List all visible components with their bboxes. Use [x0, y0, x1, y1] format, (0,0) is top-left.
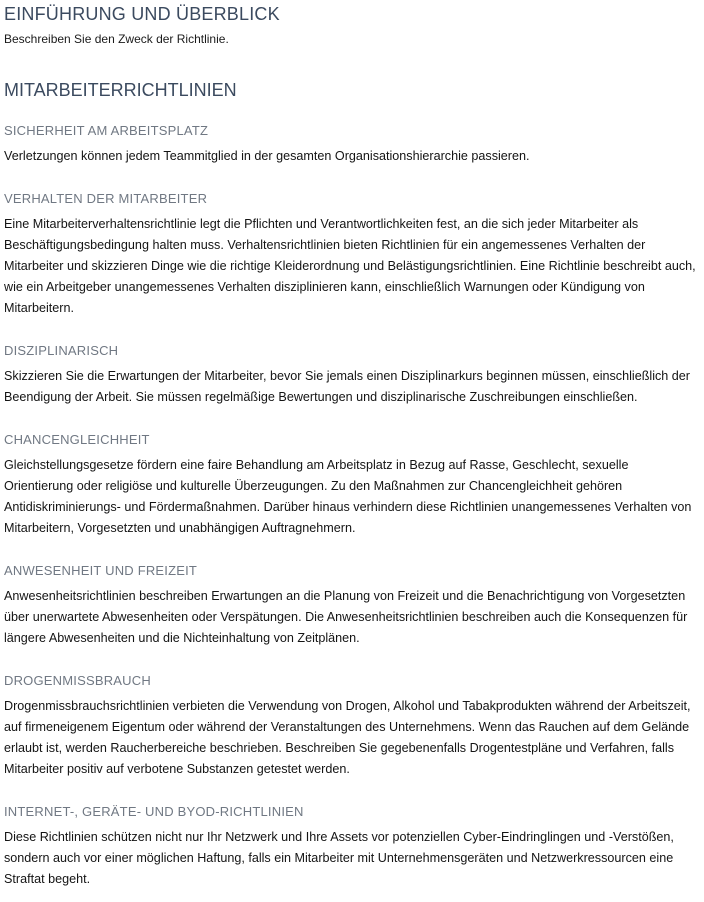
section-heading: ANWESENHEIT UND FREIZEIT: [4, 563, 198, 578]
section-attendance: [4, 562, 700, 649]
section-substance-abuse: [4, 672, 700, 780]
section-heading: DISZIPLINARISCH: [4, 343, 119, 358]
section-text: Diese Richtlinien schützen nicht nur Ihr Netzwerk und Ihre Assets vor potenziellen Cyber-Eindringlingen und -Verstößen, sondern auch vor einer möglichen Haftung, falls ein Mitarbeiter mit Unternehmensgeräten und Netzwerkressourcen eine Straftat begeht.: [4, 830, 674, 886]
section-employee-conduct: [4, 190, 700, 319]
intro-heading: EINFÜHRUNG UND ÜBERBLICK: [4, 4, 280, 24]
section-text: Verletzungen können jedem Teammitglied in der gesamten Organisationshierarchie passieren.: [4, 149, 530, 163]
section-text: Skizzieren Sie die Erwartungen der Mitarbeiter, bevor Sie jemals einen Disziplinarkurs beginnen müssen, einschließlich der Beendigung der Arbeit. Sie müssen regelmäßige Bewertungen und disziplinarische Zuschreibungen einschließen.: [4, 369, 690, 404]
section-text: Anwesenheitsrichtlinien beschreiben Erwartungen an die Planung von Freizeit und die Benachrichtigung von Vorgesetzten über unerwartete Abwesenheiten oder Verspätungen. Die Anwesenheitsrichtlinien beschreiben auch die Konsequenzen für längere Abwesenheiten und die Nichteinhaltung von Zeitplänen.: [4, 589, 688, 645]
intro-text: Beschreiben Sie den Zweck der Richtlinie.: [4, 32, 229, 46]
section-heading: INTERNET-, GERÄTE- UND BYOD-RICHTLINIEN: [4, 804, 304, 819]
section-heading: SICHERHEIT AM ARBEITSPLATZ: [4, 123, 209, 138]
section-equal-opportunity: [4, 431, 700, 539]
main-heading: MITARBEITERRICHTLINIEN: [4, 80, 237, 100]
section-workplace-safety: [4, 122, 700, 167]
section-heading: DROGENMISSBRAUCH: [4, 673, 151, 688]
section-text: Gleichstellungsgesetze fördern eine faire Behandlung am Arbeitsplatz in Bezug auf Rasse, Geschlecht, sexuelle Orientierung oder religiöse und kulturelle Überzeugungen. Zu den Maßnahmen zur Chancengleichheit gehören Antidiskriminierungs- und Fördermaßnahmen. Darüber hinaus verhindern diese Richtlinien unangemessenes Verhalten von Mitarbeitern, Vorgesetzten und unabhängigen Auftragnehmern.: [4, 458, 692, 535]
section-disciplinary: [4, 342, 700, 408]
section-text: Drogenmissbrauchsrichtlinien verbieten die Verwendung von Drogen, Alkohol und Tabakprodukten während der Arbeitszeit, auf firmeneigenem Eigentum oder während der Veranstaltungen des Unternehmens. Wenn das Rauchen auf dem Gelände erlaubt ist, werden Raucherbereiche beschrieben. Beschreiben Sie gegebenenfalls Drogentestpläne und Verfahren, falls Mitarbeiter positiv auf verbotene Substanzen getestet werden.: [4, 699, 691, 776]
section-internet-byod: [4, 803, 700, 890]
section-heading: CHANCENGLEICHHEIT: [4, 432, 150, 447]
section-text: Eine Mitarbeiterverhaltensrichtlinie legt die Pflichten und Verantwortlichkeiten fest, an die sich jeder Mitarbeiter als Beschäftigungsbedingung halten muss. Verhaltensrichtlinien bieten Richtlinien für ein angemessenes Verhalten der Mitarbeiter und skizzieren Dinge wie die richtige Kleiderordnung und Belästigungsrichtlinien. Eine Richtlinie beschreibt auch, wie ein Arbeitgeber unangemessenes Verhalten disziplinieren kann, einschließlich Warnungen oder Kündigung von Mitarbeitern.: [4, 217, 696, 315]
section-heading: VERHALTEN DER MITARBEITER: [4, 191, 208, 206]
